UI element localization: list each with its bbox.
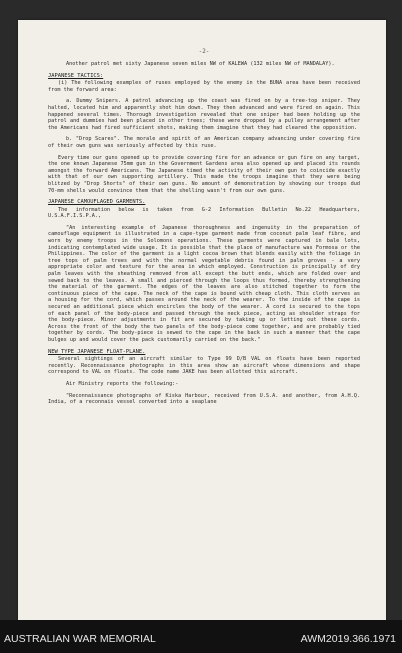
paragraph: Every time our guns opened up to provide covering fire for an advance or gun fire on any target, the one known Japanese 75mm gun in the Government Gardens area also opened up and placed its rounds amongst the forward Americans. The Japanese timed the activity of their own gun to coincide exactly with that of our own supporting artillery. This made the troops imagine that they were being blitzed by "Drop Shorts" of their own guns. No amount of demonstration by showing our troops dud 70-mm shells would convince them that the shelling wasn't from our own guns.	[48, 154, 360, 194]
paragraph: The information below is taken from G-2 Information Bulletin No.22 Headquarters, U.S.A.F.I.S.P.A.,	[48, 206, 360, 220]
paragraph: "Reconnaissance photographs of Kiska Harbour, received from U.S.A. and another, from A.H.Q. India, of a reconnais vessel converted into a seaplane	[48, 392, 360, 406]
paragraph: Several sightings of an aircraft similar to Type 99 D/B VAL on floats have been reported recently. Reconnaissance photographs in this area show an aircraft whose dimensions and shape correspond to VAL on floats. The code name JAKE has been allotted this aircraft.	[48, 356, 360, 376]
document-body	[48, 48, 360, 411]
paragraph: (i) The following examples of ruses employed by the enemy in the BUNA area have been received from the forward area:	[48, 80, 360, 93]
section-heading-camouflage: JAPANESE CAMOUFLAGED GARMENTS.	[48, 199, 146, 206]
paragraph: a. Dummy Snipers. A patrol advancing up the coast was fired on by a tree-top sniper. They halted, located him and apparently shot him down. They then advanced and were fired on again. This happened several times. Thorough investigation revealed that one sniper had been holding up the patrol and dummies had been placed in other trees; these were dropped by a pulley arrangement after the Americans had fired sufficient shots, making them imagine that they had cleared the opposition.	[48, 98, 360, 131]
page-number: -2-	[198, 48, 210, 55]
section-heading-floatplane: NEW TYPE JAPANESE FLOAT-PLANE.	[48, 348, 146, 355]
section-heading-tactics: JAPANESE TACTICS:	[48, 72, 104, 79]
paragraph: b. "Drop Scares". The morale and spirit of an American company advancing under covering fire of their own guns was seriously affected by this ruse.	[48, 136, 360, 149]
institution-name: AUSTRALIAN WAR MEMORIAL	[4, 633, 156, 645]
accession-number: AWM2019.366.1971	[300, 633, 396, 645]
paragraph: Air Ministry reports the following:-	[66, 380, 179, 387]
document-page	[18, 20, 386, 620]
paragraph: "An interesting example of Japanese thoroughness and ingenuity in the preparation of camouflage equipment is illustrated in a cape-type garment made from coconut palm leaf fibre, and worn by enemy troops in the Solomons operations. These garments were captured in bale lots, indicating contemplated wide usage. It is possible that the place of manufacture was Formosa or the Philippines. The color of the garment is a light cocoa brown that blends easily with the foliage in tree tops of palm trees and with the normal vegetable debris found in palm groves - a very appropriate color and texture for the area in which employed. Construction is principally of dry palm leaves with the sheathing removed from all except the butt ends, which are folded over and sewed back to the leaves. A small and pierced through the loops thus formed, thereby strengthening the material of the garment. The edges of the leaves are also stitched together to form the continuous piece of the cape. The neck of the cape is bound with cheap cloth. This cloth serves as a housing for the cord, which passes around the neck of the wearer. To the inside of the cape is secured an additional piece which encircles the body of the wearer. A cord is secured to the tops of each panel of the body-piece and passed through the neck piece, acting as shoulder straps for the body-piece. Minor adjustments in fit are secured by taking up or letting out these cords. Across the front of the body the two panels of the body-piece come together, and are probably tied together by cords. The body-piece is sewed to the cape in the back in such a manner that the cape bulges up and would cover the pack customarily carried on the back."	[48, 224, 360, 343]
intro-paragraph: Another patrol met sixty Japanese seven miles NW of KALEWA (132 miles NW of MANDALAY).	[66, 61, 335, 67]
archive-footer	[0, 620, 402, 653]
